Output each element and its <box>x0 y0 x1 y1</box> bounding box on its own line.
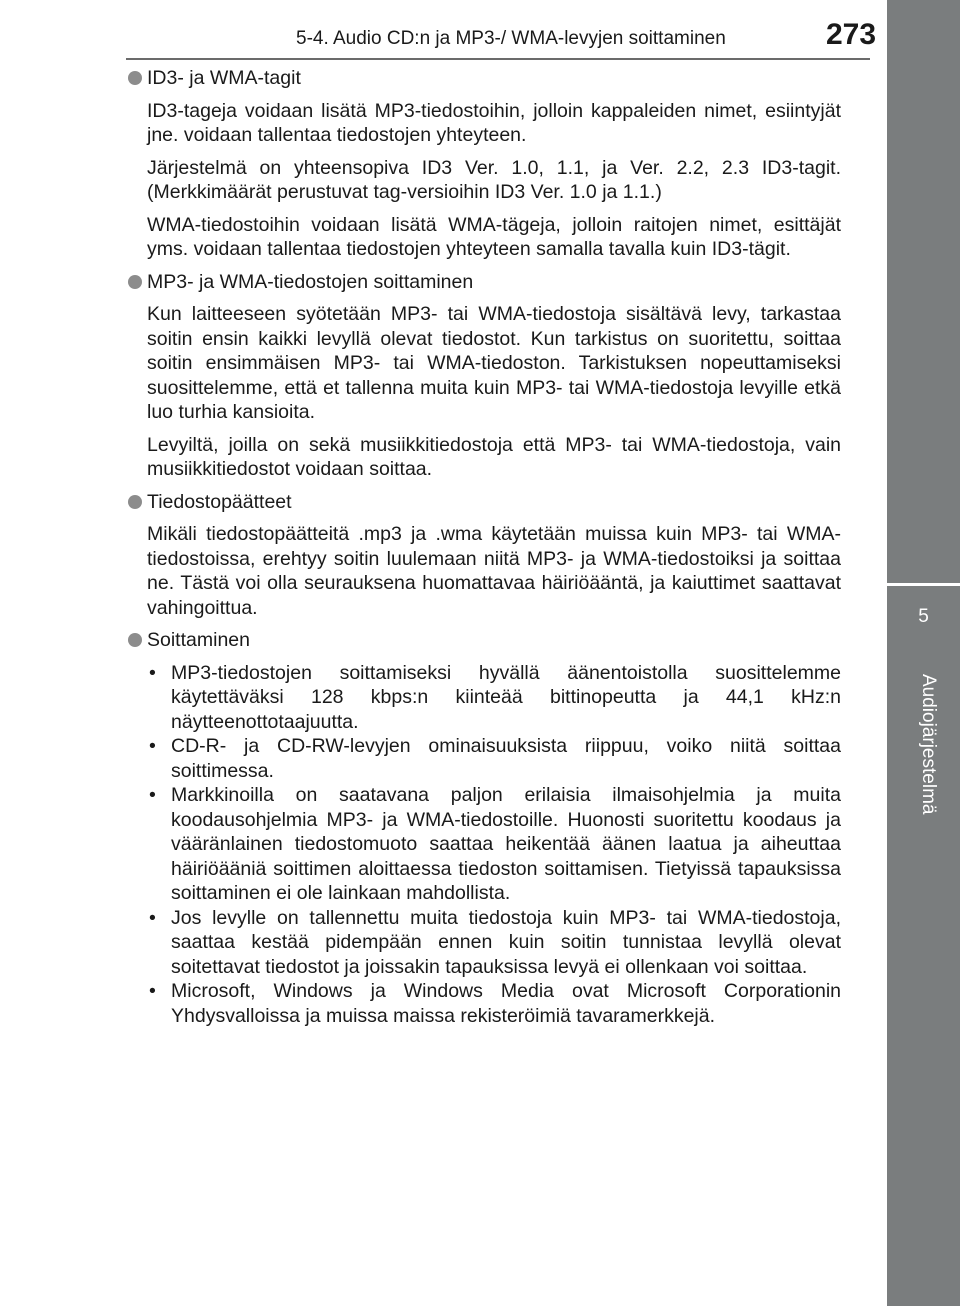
section-heading: ID3- ja WMA-tagit <box>128 66 841 91</box>
paragraph: Levyiltä, joilla on sekä musiikkitiedostoja että MP3- tai WMA-tiedostoja, vain musiikkitiedostot voidaan soittaa. <box>147 433 841 480</box>
bullet-circle-icon <box>128 495 142 509</box>
bullet-circle-icon <box>128 275 142 289</box>
page-header <box>0 0 960 60</box>
section-playback <box>128 628 841 1028</box>
paragraph: Järjestelmä on yhteensopiva ID3 Ver. 1.0, 1.1, ja Ver. 2.2, 2.3 ID3-tagit. (Merkkimäärät perustuvat tag-versioihin ID3 Ver. 1.0 ja 1.1.) <box>147 156 841 203</box>
section-heading: Soittaminen <box>128 628 841 653</box>
header-divider <box>126 58 870 60</box>
bullet-circle-icon <box>128 71 142 85</box>
section-title: 5-4. Audio CD:n ja MP3-/ WMA-levyjen soittaminen <box>296 28 726 49</box>
paragraph: Kun laitteeseen syötetään MP3- tai WMA-tiedostoja sisältävä levy, tarkastaa soitin ensin kaikki levyllä olevat tiedostot. Kun tarkistus on suoritettu, soittaa soitin ensimmäisen MP3- tai WMA-tiedoston. Tarkistuksen nopeuttamiseksi suosittelemme, että et tallenna muita kuin MP3- tai WMA-tiedostoja levyille etkä luo turhia kansioita. <box>147 303 841 423</box>
side-bar-upper <box>887 0 960 583</box>
paragraph: ID3-tageja voidaan lisätä MP3-tiedostoihin, jolloin kappaleiden nimet, esiintyjät jne. voidaan tallentaa tiedostojen yhteyteen. <box>147 99 841 146</box>
list-item: • Jos levylle on tallennettu muita tiedostoja kuin MP3- tai WMA-tiedostoja, saattaa kestää pidempään ennen kuin soitin tunnistaa levyllä olevat soitettavat tiedostot ja joissakin tapauksissa levyä ei ollenkaan voi soittaa. <box>147 906 841 980</box>
section-id3-wma-tags <box>128 66 841 262</box>
paragraph: Mikäli tiedostopäätteitä .mp3 ja .wma käytetään muissa kuin MP3- tai WMA-tiedostoissa, erehtyy soitin luulemaan niitä MP3- ja WMA-tiedostoiksi ja soittaa ne. Tästä voi olla seurauksena huomattavaa häiriöääntä, ja kaiuttimet saattavat vahingoittua. <box>147 523 841 619</box>
section-heading: Tiedostopäätteet <box>128 490 841 515</box>
list-item: • Microsoft, Windows ja Windows Media ovat Microsoft Corporationin Yhdysvalloissa ja muissa maissa rekisteröimiä tavaramerkkejä. <box>147 979 841 1028</box>
section-heading: MP3- ja WMA-tiedostojen soittaminen <box>128 270 841 295</box>
page-content <box>128 66 841 1031</box>
section-file-extensions <box>128 490 841 621</box>
list-item: • CD-R- ja CD-RW-levyjen ominaisuuksista riippuu, voiko niitä soittaa soittimessa. <box>147 734 841 783</box>
page-number: 273 <box>826 18 877 51</box>
bullet-list <box>147 661 841 1029</box>
list-item: • MP3-tiedostojen soittamiseksi hyvällä äänentoistolla suosittelemme käytettäväksi 128 kbps:n kiinteää bittinopeutta ja 44,1 kHz:n näytteenottotaajuutta. <box>147 661 841 735</box>
section-playing-files <box>128 270 841 482</box>
bullet-circle-icon <box>128 633 142 647</box>
chapter-label: Audiojärjestelmä <box>918 674 939 815</box>
paragraph: WMA-tiedostoihin voidaan lisätä WMA-tägeja, jolloin raitojen nimet, esittäjät yms. voidaan tallentaa tiedostojen yhteyteen samalla tavalla kuin ID3-tägit. <box>147 213 841 260</box>
chapter-number: 5 <box>918 606 929 627</box>
chapter-tab <box>887 586 960 1306</box>
list-item: • Markkinoilla on saatavana paljon erilaisia ilmaisohjelmia ja muita koodausohjelmia MP3- ja WMA-tiedostoille. Huonosti suoritettu koodaus ja vääränlainen tiedostomuoto saattaa heikentää äänen laatua ja aiheuttaa häiriöääniä soittimen aloittaessa tiedoston soittamisen. Tietyissä tapauksissa soittaminen ei ole lainkaan mahdollista. <box>147 783 841 906</box>
